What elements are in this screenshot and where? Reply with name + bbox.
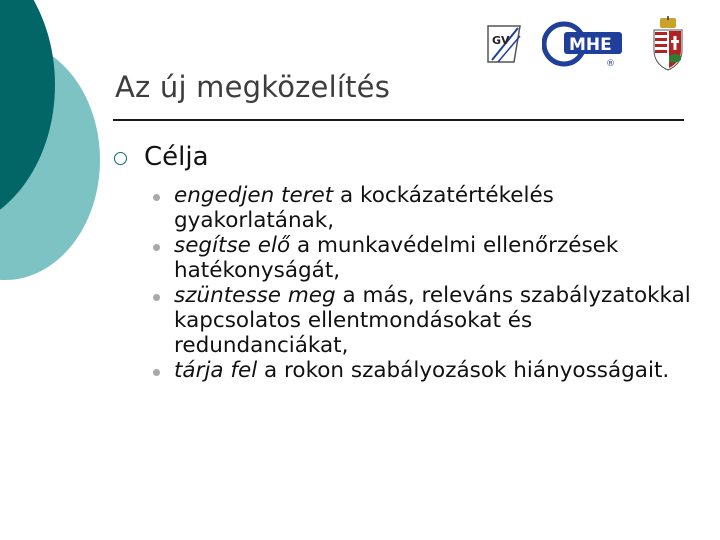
mhe-logo-icon: [542, 18, 626, 70]
list-item: [153, 358, 693, 383]
item-text: a rokon szabályozások hiányosságait.: [257, 358, 670, 383]
gv-logo-icon: [484, 22, 524, 66]
list-item: [153, 283, 693, 358]
item-text: a munkavédelmi ellenőrzések hatékonyságát,: [174, 233, 619, 283]
heading-bullet-item: [114, 142, 209, 172]
goals-list: [153, 183, 693, 383]
bullet-dot-icon: [153, 294, 160, 301]
list-item: [153, 183, 693, 233]
mhe-registered-mark: ®: [606, 59, 615, 69]
bullet-dot-icon: [153, 369, 160, 376]
logo-strip: [480, 14, 702, 74]
list-item: [153, 233, 693, 283]
heading-text: Célja: [144, 142, 209, 172]
item-text: a kockázatértékelés gyakorlatának,: [174, 183, 554, 233]
item-emphasis: engedjen teret: [174, 183, 334, 208]
item-emphasis: szüntesse meg: [174, 283, 336, 308]
mhe-logo-text: MHE: [569, 35, 612, 55]
bullet-dot-icon: [153, 244, 160, 251]
item-text: a más, releváns szabályzatokkal kapcsolatos ellentmondásokat és redundanciákat,: [174, 283, 691, 358]
bullet-dot-icon: [153, 194, 160, 201]
item-emphasis: segítse elő: [174, 233, 291, 258]
slide-title: Az új megközelítés: [115, 70, 391, 104]
svg-text:· · ·: · · ·: [664, 67, 672, 72]
title-divider: [113, 119, 684, 121]
item-emphasis: tárja fel: [174, 358, 258, 383]
hollow-circle-bullet-icon: [114, 152, 127, 165]
gv-logo-text: GV: [492, 34, 510, 47]
hungarian-crest-icon: [648, 16, 688, 72]
